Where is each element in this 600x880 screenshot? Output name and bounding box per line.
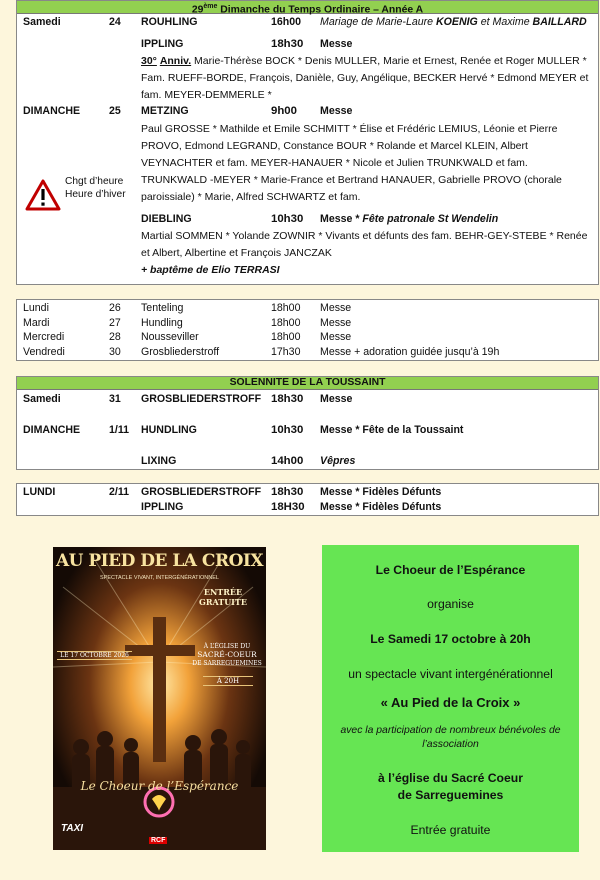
place-label: GROSBLIEDERSTROFF — [141, 486, 262, 498]
time-label: 14h00 — [271, 455, 304, 467]
desc-label: Mariage de Marie-Laure KOENIG et Maxime BAILLARD — [320, 16, 587, 28]
place-label: METZING — [141, 105, 189, 117]
day-label: Samedi — [23, 16, 61, 28]
toussaint-section — [16, 376, 599, 470]
poster-subtitle: SPECTACLE VIVANT, INTERGÉNÉRATIONNEL — [100, 575, 219, 581]
time-label: 16h00 — [271, 16, 302, 28]
day-label: DIMANCHE — [23, 105, 81, 117]
time-label: 18h30 — [271, 393, 304, 405]
desc-label: Messe * Fête patronale St Wendelin — [320, 213, 499, 225]
desc-label: Messe — [320, 38, 353, 50]
announce-entree: Entrée gratuite — [410, 823, 491, 837]
row-mercredi — [17, 330, 598, 345]
header-sup: ème — [203, 3, 218, 10]
time-label: 18h00 — [271, 331, 301, 343]
row-vendredi — [17, 345, 598, 360]
day-number: 1/11 — [109, 424, 130, 436]
row-dimanche-1-11 — [17, 423, 598, 438]
day-label: Vendredi — [23, 346, 65, 358]
place-label: LIXING — [141, 455, 177, 467]
announce-title: « Au Pied de la Croix » — [380, 695, 521, 710]
desc-label: Messe — [320, 331, 352, 343]
week-29-section — [16, 0, 599, 285]
time-label: 17h30 — [271, 346, 301, 358]
desc-label: Messe * Fidèles Défunts — [320, 501, 442, 513]
poster-heure: À 20H — [203, 676, 253, 686]
desc-label: Messe * Fête de la Toussaint — [320, 424, 464, 436]
announce-spectacle: un spectacle vivant intergénérationnel — [348, 667, 553, 681]
day-number: 2/11 — [109, 486, 130, 498]
announce-participation: avec la participation de nombreux bénévoles de — [340, 725, 561, 736]
desc-label: Vêpres — [320, 455, 356, 467]
poster-title: AU PIED DE LA CROIX — [55, 551, 264, 571]
desc-label: Messe * Fidèles Défunts — [320, 486, 442, 498]
place-label: ROUHLING — [141, 16, 198, 28]
section-header — [17, 1, 598, 14]
desc-label: Messe + adoration guidée jusqu’à 19h — [320, 346, 500, 358]
time-label: 18h30 — [271, 486, 304, 498]
announcement-box — [322, 545, 579, 852]
announce-date: Le Samedi 17 octobre à 20h — [370, 632, 531, 646]
intentions-diebling: Martial SOMMEN * Yolande ZOWNIR * Vivants et défunts des fam. BEHR-GEY-STEBE * Renée et Albert, Albertine et François JANCZAK — [141, 230, 588, 259]
row-samedi-24 — [17, 15, 598, 30]
announce-choir: Le Choeur de l’Espérance — [375, 563, 526, 577]
section-header: SOLENNITE DE LA TOUSSAINT — [17, 377, 598, 390]
time-label: 9h00 — [271, 105, 297, 117]
day-number: 31 — [109, 393, 121, 405]
poster-lieu: À L’ÉGLISE DU SACRÉ-COEUR DE SARREGUEMINES — [192, 643, 262, 667]
defunts-section — [16, 483, 599, 516]
day-label: Mardi — [23, 317, 50, 329]
weekday-masses-section — [16, 299, 599, 361]
day-number: 24 — [109, 16, 121, 28]
row-diebling — [17, 212, 598, 227]
intentions-metzing: Paul GROSSE * Mathilde et Emile SCHMITT * Élise et Frédéric LEMIUS, Léonie et Pierre PROVO, Edmond LEGRAND, Constance BOUR * Rolande et Marcel KLEIN, Albert VEYNACHTER et fam. MEYER-HANAUER * Nicole et Julien TRUNKWALD et fam. TRUNKWALD -MEYER * Marie-France et Bertrand HANAUER, Gabrielle PROVO (chorale paroissiale) * Marie, Alfred SCHWARTZ et fam. — [141, 123, 562, 203]
poster-taxi-logo: TAXI — [61, 823, 84, 834]
poster-rcf-logo: RCF — [151, 837, 166, 844]
desc-label: Messe — [320, 302, 352, 314]
intentions-ippling: 30° Anniv. Marie-Thérèse BOCK * Denis MULLER, Marie et Ernest, Renée et Roger MULLER * Fam. RUEFF-BORDE, François, Danièle, Guy, Angélique, BECKER Hervé * Edmond MEYER et fam. MEYER-DEMMERLE * — [141, 55, 589, 101]
day-label: Lundi — [23, 302, 49, 314]
row-lixing — [17, 454, 598, 469]
row-samedi-31 — [17, 392, 598, 407]
time-label: 18h00 — [271, 317, 301, 329]
place-label: Grosbliederstroff — [141, 346, 220, 358]
place-label: HUNDLING — [141, 424, 197, 436]
row-ippling — [17, 37, 598, 52]
place-label: Tenteling — [141, 302, 184, 314]
time-label: 18H30 — [271, 501, 305, 513]
announce-association: l’association — [422, 739, 479, 750]
time-label: 18h30 — [271, 38, 304, 50]
warning-icon — [25, 179, 61, 211]
bapteme-note: + baptême de Elio TERRASI — [141, 264, 280, 276]
desc-label: Messe — [320, 393, 353, 405]
day-label: DIMANCHE — [23, 424, 81, 436]
announce-venue: à l’église du Sacré Coeur — [378, 771, 523, 785]
row-ippling-2-11 — [17, 500, 598, 515]
header-number: 29 — [191, 4, 204, 16]
place-label: GROSBLIEDERSTROFF — [141, 393, 262, 405]
day-number: 30 — [109, 346, 121, 358]
row-lundi — [17, 301, 598, 316]
day-number: 28 — [109, 331, 121, 343]
place-label: Hundling — [141, 317, 183, 329]
time-change-note: Chgt d’heure Heure d’hiver — [65, 176, 126, 200]
day-number: 26 — [109, 302, 121, 314]
desc-label: Messe — [320, 105, 353, 117]
row-mardi — [17, 316, 598, 331]
announce-organise: organise — [427, 597, 474, 611]
announce-city: de Sarreguemines — [397, 788, 504, 802]
place-label: Nousseviller — [141, 331, 199, 343]
place-label: IPPLING — [141, 501, 184, 513]
row-lundi-2-11 — [17, 485, 598, 500]
day-label: Mercredi — [23, 331, 65, 343]
header-title: Dimanche du Temps Ordinaire – Année A — [217, 4, 424, 16]
day-number: 25 — [109, 105, 121, 117]
day-number: 27 — [109, 317, 121, 329]
place-label: IPPLING — [141, 38, 184, 50]
time-label: 10h30 — [271, 424, 304, 436]
day-label: LUNDI — [23, 486, 56, 498]
row-dimanche-25 — [17, 104, 598, 119]
desc-label: Messe — [320, 317, 352, 329]
day-label: Samedi — [23, 393, 61, 405]
time-label: 18h00 — [271, 302, 301, 314]
time-label: 10h30 — [271, 213, 304, 225]
poster-choeur: Le Choeur de l’Espérance — [80, 779, 239, 793]
place-label: DIEBLING — [141, 213, 192, 225]
event-poster — [53, 547, 266, 850]
poster-entree: ENTRÉE GRATUITE — [199, 587, 247, 607]
poster-date: LE 17 OCTOBRE 2026 — [57, 651, 132, 660]
